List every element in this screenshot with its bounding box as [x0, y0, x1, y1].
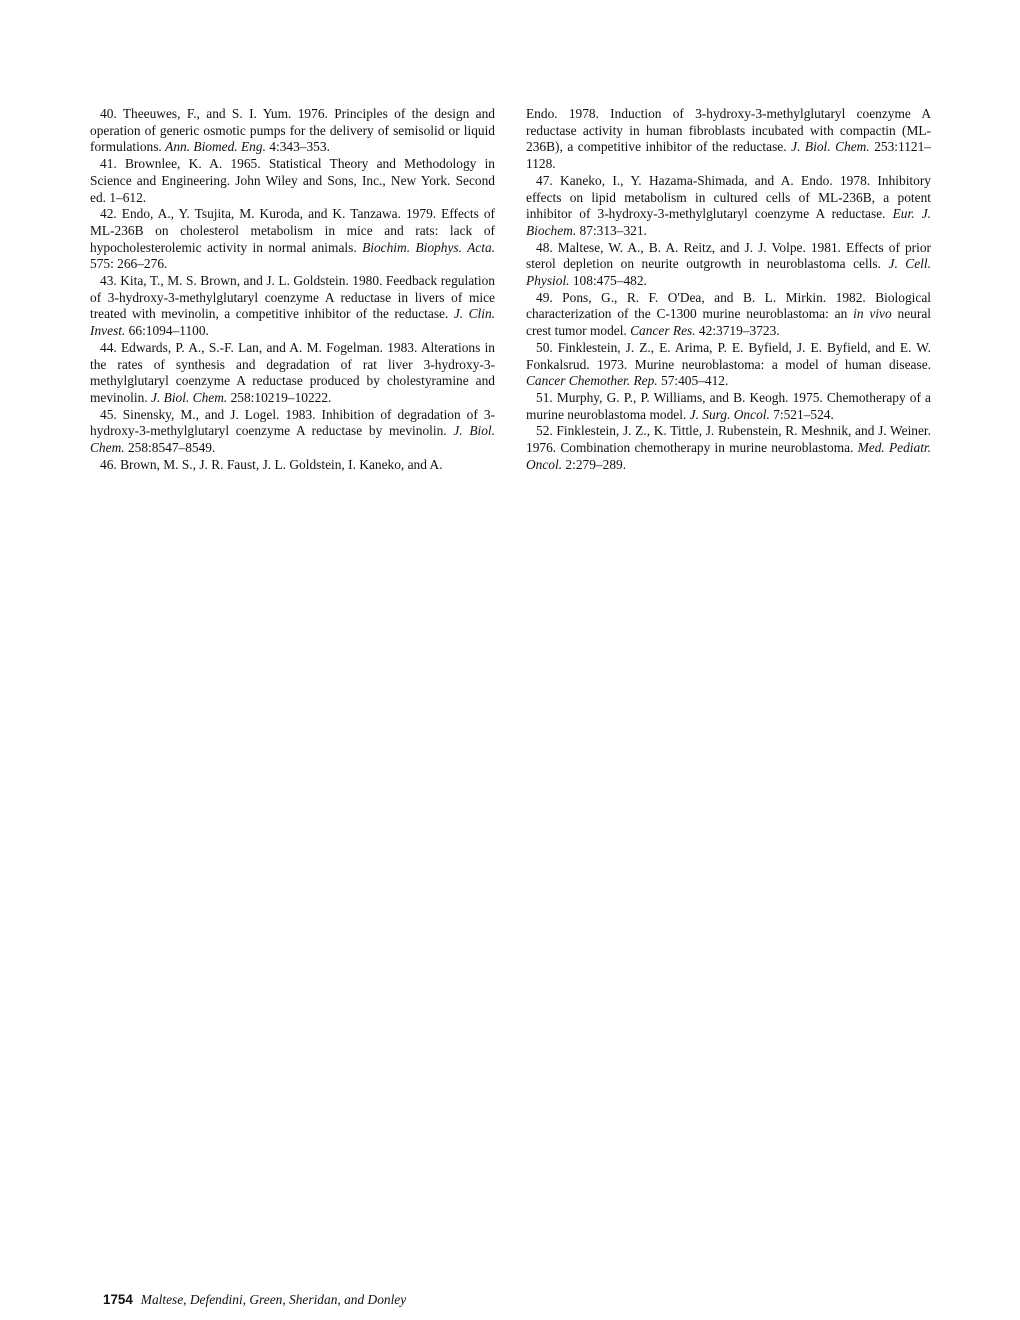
reference-column-left — [90, 106, 495, 473]
reference-40: 40. Theeuwes, F., and S. I. Yum. 1976. Principles of the design and operation of generic osmotic pumps for the delivery of semisolid or liquid formulations. Ann. Biomed. Eng. 4:343–353. — [90, 106, 495, 155]
reference-51: 51. Murphy, G. P., P. Williams, and B. Keogh. 1975. Chemotherapy of a murine neuroblastoma model. J. Surg. Oncol. 7:521–524. — [526, 389, 931, 422]
reference-42: 42. Endo, A., Y. Tsujita, M. Kuroda, and K. Tanzawa. 1979. Effects of ML-236B on cholesterol metabolism in mice and rats: lack of hypocholesterolemic activity in normal animals. Biochim. Biophys. Acta. 575: 266–276. — [90, 206, 495, 272]
reference-50: 50. Finklestein, J. Z., E. Arima, P. E. Byfield, J. E. Byfield, and E. W. Fonkalsrud. 1973. Murine neuroblastoma: a model of human disease. Cancer Chemother. Rep. 57:405–412. — [526, 339, 931, 389]
page-footer — [103, 1292, 406, 1308]
reference-49: 49. Pons, G., R. F. O'Dea, and B. L. Mirkin. 1982. Biological characterization of the C-1300 murine neuroblastoma: an in vivo neural crest tumor model. Cancer Res. 42:3719–3723. — [526, 289, 931, 339]
running-authors: Maltese, Defendini, Green, Sheridan, and Donley — [140, 1292, 407, 1307]
reference-47: 47. Kaneko, I., Y. Hazama-Shimada, and A. Endo. 1978. Inhibitory effects on lipid metabolism in cultured cells of ML-236B, a potent inhibitor of 3-hydroxy-3-methylglutaryl coenzyme A reductase. Eur. J. Biochem. 87:313–321. — [526, 172, 931, 238]
reference-46-start: 46. Brown, M. S., J. R. Faust, J. L. Goldstein, I. Kaneko, and A. — [100, 456, 443, 472]
page-number: 1754 — [103, 1292, 133, 1307]
reference-44: 44. Edwards, P. A., S.-F. Lan, and A. M. Fogelman. 1983. Alterations in the rates of synthesis and degradation of rat liver 3-hydroxy-3-methylglutaryl coenzyme A reductase produced by cholestyramine and mevinolin. J. Biol. Chem. 258:10219–10222. — [90, 339, 495, 405]
reference-46-continued: Endo. 1978. Induction of 3-hydroxy-3-methylglutaryl coenzyme A reductase activity in human fibroblasts incubated with compactin (ML-236B), a competitive inhibitor of the reductase. J. Biol. Chem. 253:1121–1128. — [526, 106, 932, 172]
reference-41: 41. Brownlee, K. A. 1965. Statistical Theory and Methodology in Science and Engineering. John Wiley and Sons, Inc., New York. Second ed. 1–612. — [90, 156, 495, 205]
reference-45: 45. Sinensky, M., and J. Logel. 1983. Inhibition of degradation of 3-hydroxy-3-methylglutaryl coenzyme A reductase by mevinolin. J. Biol. Chem. 258:8547–8549. — [90, 406, 495, 456]
reference-column-right — [526, 106, 931, 473]
reference-52: 52. Finklestein, J. Z., K. Tittle, J. Rubenstein, R. Meshnik, and J. Weiner. 1976. Combination chemotherapy in murine neuroblastoma. Med. Pediatr. Oncol. 2:279–289. — [526, 423, 931, 472]
reference-43: 43. Kita, T., M. S. Brown, and J. L. Goldstein. 1980. Feedback regulation of 3-hydroxy-3-methylglutaryl coenzyme A reductase in livers of mice treated with mevinolin, a competitive inhibitor of the reductase. J. Clin. Invest. 66:1094–1100. — [90, 273, 495, 339]
reference-48: 48. Maltese, W. A., B. A. Reitz, and J. J. Volpe. 1981. Effects of prior sterol depletion on neurite outgrowth in neuroblastoma cells. J. Cell. Physiol. 108:475–482. — [526, 239, 931, 289]
